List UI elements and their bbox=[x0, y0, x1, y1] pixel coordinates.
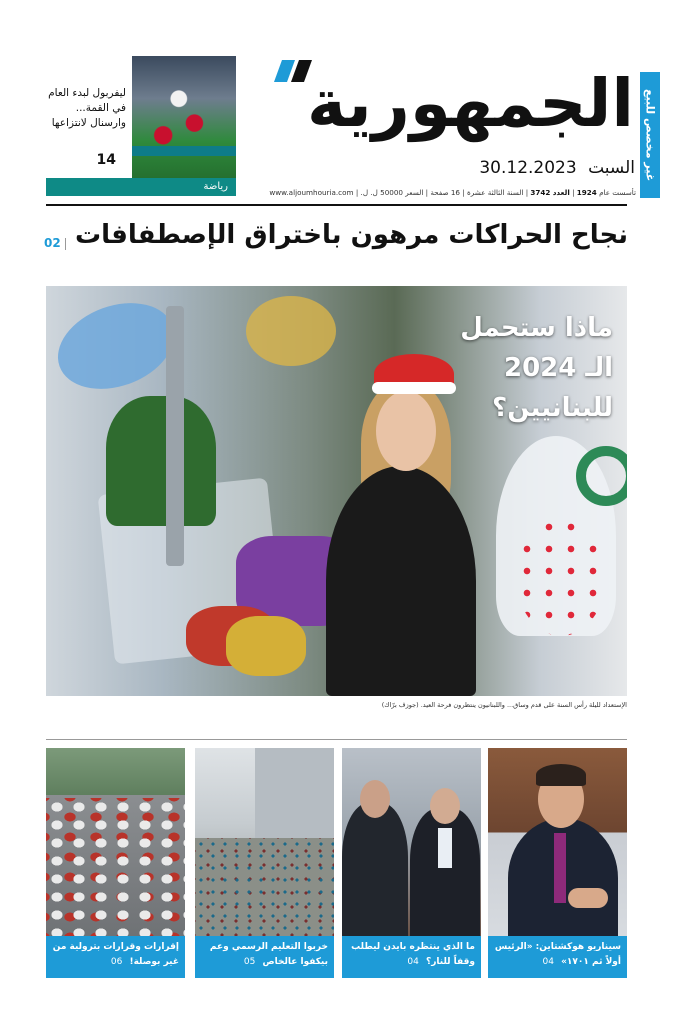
teaser-title: إقرارات وقرارات بترولية من غير بوصلة! bbox=[52, 942, 179, 967]
teaser-photo bbox=[46, 748, 185, 936]
not-for-sale-badge: غير مخصص للبيع bbox=[640, 72, 660, 198]
issue-number: 3742 bbox=[530, 188, 551, 197]
teaser-page: 05 bbox=[243, 957, 256, 967]
hero-overlay-headline: ماذا ستحمل الـ 2024 للبنانيين؟ bbox=[460, 313, 613, 423]
founded-year: 1924 bbox=[576, 188, 597, 197]
issue-label: العدد bbox=[552, 188, 570, 197]
teaser-biden[interactable] bbox=[342, 748, 481, 978]
teaser-petroleum[interactable] bbox=[46, 748, 185, 978]
teaser-title: خربوا التعليم الرسمي وعم بيكفوا عالخاص bbox=[209, 942, 328, 967]
teaser-photo bbox=[195, 748, 334, 936]
founded-label: تأسست عام bbox=[599, 188, 636, 197]
masthead-divider bbox=[46, 204, 627, 206]
hero-photo-caption: الإستعداد لليلة رأس السنة على قدم وساق... واللبنانيون ينتظرون فرحة العيد. (جوزف برّاك) bbox=[381, 701, 627, 709]
issue-date-value: 30.12.2023 bbox=[479, 158, 577, 178]
teaser-caption bbox=[195, 936, 334, 978]
headline-page-number: 02 bbox=[44, 236, 61, 250]
sports-promo[interactable] bbox=[46, 56, 236, 196]
issue-meta-line: تأسست عام 1924 | العدد 3742 | السنة الثالثة عشرة | 16 صفحة | السعر 50000 ل. ل. | www.aljoumhouria.com bbox=[269, 188, 636, 197]
teaser-title: سيناريو هوكشتاين: «الرئيس أولاً ثم ١٧٠١» bbox=[494, 942, 621, 967]
issue-date bbox=[470, 158, 635, 178]
sports-photo bbox=[132, 56, 236, 178]
teaser-title: ما الذي ينتظره بايدن ليطلب وقفاً للنار؟ bbox=[351, 942, 475, 967]
headline-page-ref bbox=[44, 236, 66, 250]
teaser-page: 06 bbox=[110, 957, 123, 967]
teaser-caption bbox=[342, 936, 481, 978]
year-label: السنة الثالثة عشرة bbox=[467, 188, 524, 197]
teaser-caption bbox=[46, 936, 185, 978]
teaser-hochstein[interactable] bbox=[488, 748, 627, 978]
price: السعر 50000 ل. ل. bbox=[360, 188, 424, 197]
issue-day: السبت bbox=[588, 158, 635, 178]
pages-count: 16 صفحة bbox=[430, 188, 461, 197]
sports-section-label: رياضة bbox=[46, 178, 236, 196]
teaser-page: 04 bbox=[407, 957, 419, 967]
teaser-education[interactable] bbox=[195, 748, 334, 978]
teaser-photo bbox=[488, 748, 627, 936]
newspaper-logo[interactable]: الجمهورية bbox=[307, 65, 634, 142]
website-link[interactable]: www.aljoumhouria.com bbox=[269, 188, 354, 197]
teaser-page: 04 bbox=[542, 957, 554, 967]
teaser-photo bbox=[342, 748, 481, 936]
main-headline[interactable]: نجاح الحراكات مرهون باختراق الإصطفافات bbox=[75, 220, 628, 250]
hero-photo[interactable] bbox=[46, 286, 627, 696]
teaser-caption bbox=[488, 936, 627, 978]
sports-page-number: 14 bbox=[96, 152, 116, 168]
section-divider bbox=[46, 739, 627, 740]
sports-teaser-text: ليفربول لبدء العام في القمة... وارسنال لانتزاعها bbox=[48, 87, 126, 129]
